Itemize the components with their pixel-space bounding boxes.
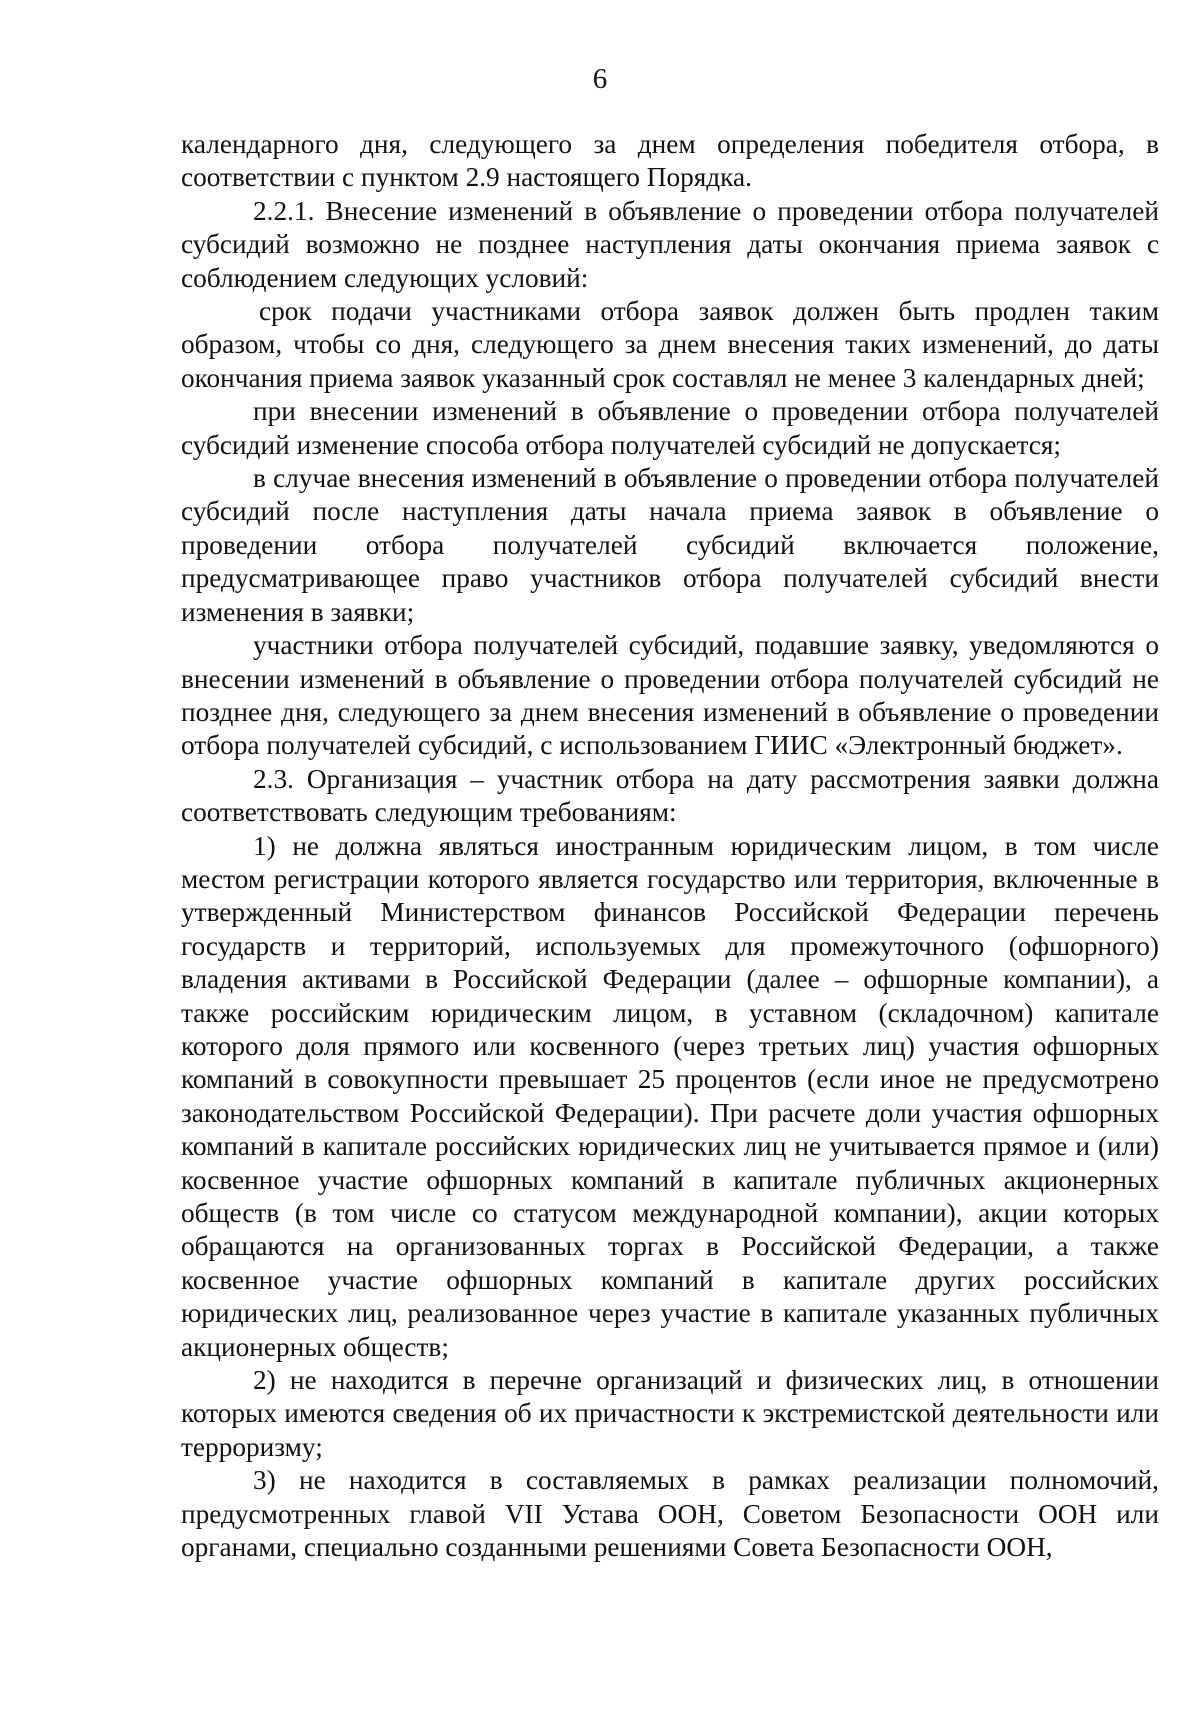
paragraph-2-3: 2.3. Организация – участник отбора на дату рассмотрения заявки должна соответствовать следующим требованиям: xyxy=(181,763,1159,828)
page-number: 6 xyxy=(592,63,608,95)
paragraph-condition-method: при внесении изменений в объявление о проведении отбора получателей субсидий изменение способа отбора получателей субсидий не допускается; xyxy=(181,396,1159,460)
document-body xyxy=(181,128,1159,1564)
paragraph-requirement-2: 2) не находится в перечне организаций и физических лиц, в отношении которых имеются сведения об их причастности к экстремистской деятельности или терроризму; xyxy=(181,1365,1159,1462)
paragraph-continuation: календарного дня, следующего за днем определения победителя отбора, в соответствии с пунктом 2.9 настоящего Порядка. xyxy=(181,129,1159,193)
paragraph-requirement-3: 3) не находится в составляемых в рамках реализации полномочий, предусмотренных главой VII Устава ООН, Советом Безопасности ООН или органами, специально созданными решениями Совета Безопасности ООН, xyxy=(181,1465,1159,1563)
paragraph-condition-deadline: срок подачи участниками отбора заявок должен быть продлен таким образом, чтобы со дня, следующего за днем внесения таких изменений, до даты окончания приема заявок указанный срок составлял не менее 3 календарных дней; xyxy=(181,296,1159,393)
paragraph-requirement-1: 1) не должна являться иностранным юридическим лицом, в том числе местом регистрации которого является государство или территория, включенные в утвержденный Министерством финансов Российской Федерации перечень государств и территорий, используемых для промежуточного (офшорного) владения активами в Российской Федерации (далее – офшорные компании), а также российским юридическим лицом, в уставном (складочном) капитале которого доля прямого или косвенного (через третьих лиц) участия офшорных компаний в совокупности превышает 25 процентов (если иное не предусмотрено законодательством Российской Федерации). При расчете доли участия офшорных компаний в капитале российских юридических лиц не учитывается прямое и (или) косвенное участие офшорных компаний в капитале публичных акционерных обществ (в том числе со статусом международной компании), акции которых обращаются на организованных торгах в Российской Федерации, а также косвенное участие офшорных компаний в капитале других российских юридических лиц, реализованное через участие в капитале указанных публичных акционерных обществ; xyxy=(181,830,1159,1362)
paragraph-2-2-1: 2.2.1. Внесение изменений в объявление о проведении отбора получателей субсидий возможно не позднее наступления даты окончания приема заявок с соблюдением следующих условий: xyxy=(181,195,1159,293)
paragraph-condition-changes: в случае внесения изменений в объявление о проведении отбора получателей субсидий после наступления даты начала приема заявок в объявление о проведении отбора получателей субсидий включается положение, предусматривающее право участников отбора получателей субсидий внести изменения в заявки; xyxy=(181,463,1159,627)
paragraph-condition-notification: участники отбора получателей субсидий, подавшие заявку, уведомляются о внесении изменений в объявление о проведении отбора получателей субсидий не позднее дня, следующего за днем внесения изменений в объявление о проведении отбора получателей субсидий, с использованием ГИИС «Электронный бюджет». xyxy=(181,630,1159,761)
